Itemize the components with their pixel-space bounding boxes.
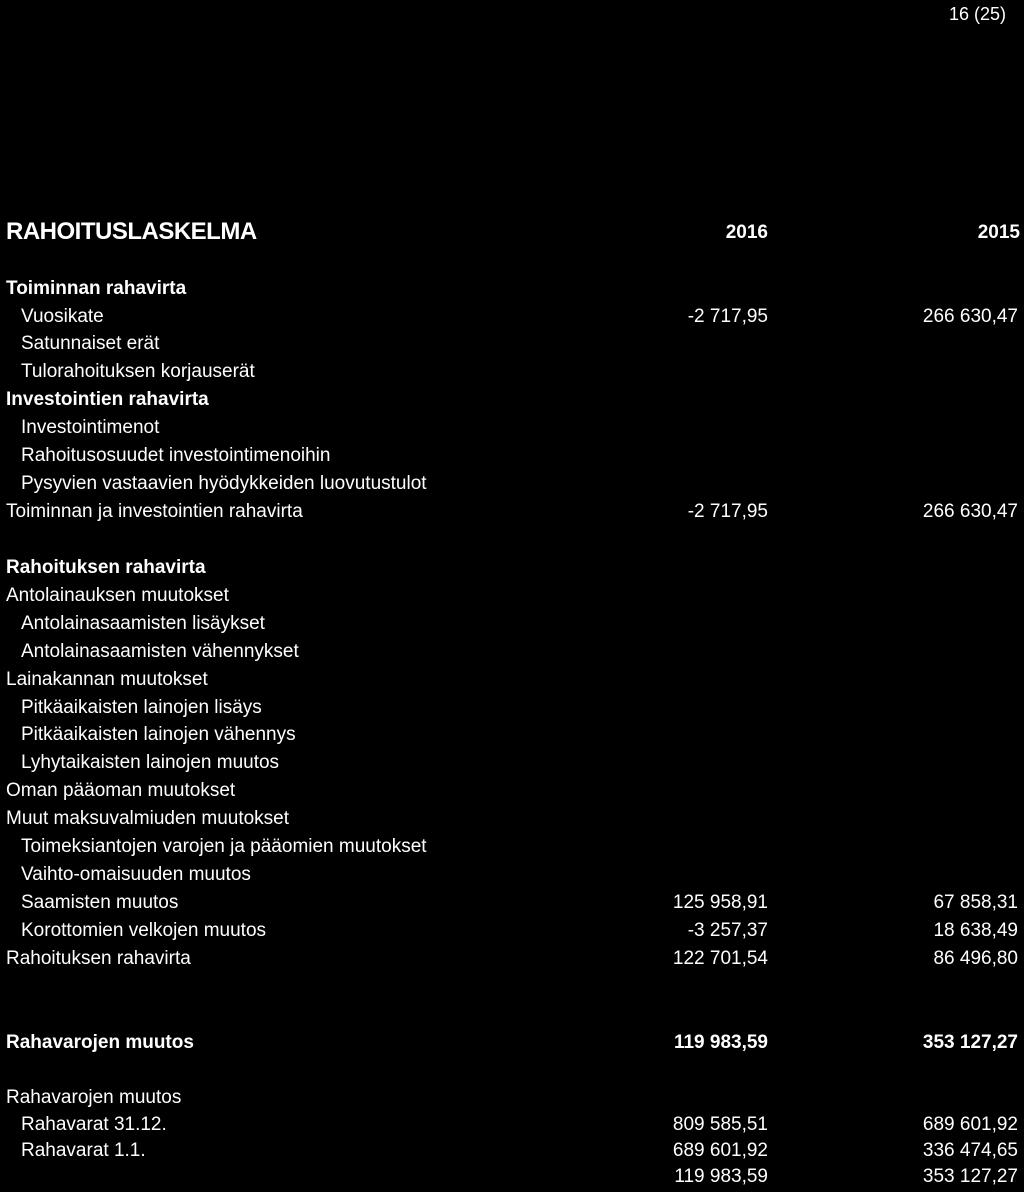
table-row-luovutustulot	[0, 473, 1024, 499]
table-row-saamiset	[0, 892, 1024, 918]
row-label: Rahavarojen muutos	[6, 1087, 182, 1108]
row-label: Toiminnan rahavirta	[6, 278, 187, 299]
value-2015: 266 630,47	[922, 501, 1018, 522]
value-2016: 125 958,91	[672, 892, 768, 913]
section-heading-investing	[0, 389, 1024, 415]
page-number: 16 (25)	[948, 4, 1006, 24]
row-label: Pitkäaikaisten lainojen lisäys	[21, 697, 262, 718]
row-label: Investointien rahavirta	[6, 389, 209, 410]
table-row-investointimenot	[0, 417, 1024, 443]
row-label: Saamisten muutos	[21, 892, 179, 913]
row-label: Lainakannan muutokset	[6, 669, 208, 690]
table-row-operating-investing-total	[0, 501, 1024, 527]
value-2016: -3 257,37	[687, 920, 768, 941]
row-label: Antolainasaamisten vähennykset	[21, 641, 299, 662]
row-label: Rahavarat 31.12.	[21, 1114, 167, 1135]
row-label: Toimeksiantojen varojen ja pääomien muutokset	[21, 836, 427, 857]
table-row-korottomat-velat	[0, 920, 1024, 946]
table-row-cash-difference	[0, 1166, 1024, 1192]
table-row-antolainaus	[0, 585, 1024, 611]
row-label: Pysyvien vastaavien hyödykkeiden luovutustulot	[21, 473, 427, 494]
row-label: Oman pääoman muutokset	[6, 780, 236, 801]
value-2016: 809 585,51	[672, 1114, 768, 1135]
value-2016: 119 983,59	[673, 1032, 768, 1053]
table-row-oma-paaoma	[0, 780, 1024, 806]
table-row-antolaina-lisaykset	[0, 613, 1024, 639]
row-label: Vuosikate	[21, 306, 104, 327]
value-2016: 689 601,92	[672, 1140, 768, 1161]
table-row-pitkaaikaiset-lisays	[0, 697, 1024, 723]
value-2015: 18 638,49	[933, 920, 1018, 941]
value-2015: 86 496,80	[933, 948, 1018, 969]
year-header-2016: 2016	[725, 222, 768, 243]
table-row-pitkaaikaiset-vahennys	[0, 724, 1024, 750]
value-2016: -2 717,95	[687, 306, 768, 327]
table-row-vaihto-omaisuus	[0, 864, 1024, 890]
table-row-financing-total	[0, 948, 1024, 974]
row-label: Antolainasaamisten lisäykset	[21, 613, 265, 634]
row-label: Investointimenot	[21, 417, 160, 438]
value-2015: 353 127,27	[922, 1166, 1018, 1187]
table-row-cash-change-heading	[0, 1087, 1024, 1113]
value-2016: 122 701,54	[672, 948, 768, 969]
row-label: Rahoitusosuudet investointimenoihin	[21, 445, 331, 466]
row-label: Satunnaiset erät	[21, 333, 160, 354]
table-row-satunnaiset	[0, 333, 1024, 359]
row-label: Korottomien velkojen muutos	[21, 920, 267, 941]
year-header-2015: 2015	[977, 222, 1020, 243]
row-label: Vaihto-omaisuuden muutos	[21, 864, 251, 885]
value-2015: 689 601,92	[922, 1114, 1018, 1135]
row-label: Rahoituksen rahavirta	[6, 948, 191, 969]
section-heading-operating	[0, 278, 1024, 304]
table-row-cash-start	[0, 1140, 1024, 1166]
row-label: Muut maksuvalmiuden muutokset	[6, 808, 290, 829]
row-label: Pitkäaikaisten lainojen vähennys	[21, 724, 296, 745]
value-2015: 266 630,47	[922, 306, 1018, 327]
row-label: Lyhytaikaisten lainojen muutos	[21, 752, 280, 773]
value-2015: 353 127,27	[922, 1032, 1018, 1053]
value-2015: 67 858,31	[933, 892, 1018, 913]
row-label: Tulorahoituksen korjauserät	[21, 361, 255, 382]
row-label: Toiminnan ja investointien rahavirta	[6, 501, 303, 522]
table-row-muut-maksuvalmius	[0, 808, 1024, 834]
row-label: Antolainauksen muutokset	[6, 585, 229, 606]
table-row-lyhytaikaiset	[0, 752, 1024, 778]
statement-title: RAHOITUSLASKELMA	[6, 218, 257, 245]
table-row-antolaina-vahennykset	[0, 641, 1024, 667]
table-row-rahoitusosuudet	[0, 445, 1024, 471]
table-row-cash-change-total	[0, 1032, 1024, 1058]
table-row-cash-end	[0, 1114, 1024, 1140]
section-heading-financing	[0, 557, 1024, 583]
value-2016: -2 717,95	[687, 501, 768, 522]
table-row-toimeksiannot	[0, 836, 1024, 862]
row-label: Rahavarat 1.1.	[21, 1140, 146, 1161]
value-2016: 119 983,59	[674, 1166, 768, 1187]
table-row-vuosikate	[0, 306, 1024, 332]
value-2015: 336 474,65	[922, 1140, 1018, 1161]
table-row-korjauserat	[0, 361, 1024, 387]
table-row-lainakanta	[0, 669, 1024, 695]
row-label: Rahavarojen muutos	[6, 1032, 194, 1053]
row-label: Rahoituksen rahavirta	[6, 557, 206, 578]
